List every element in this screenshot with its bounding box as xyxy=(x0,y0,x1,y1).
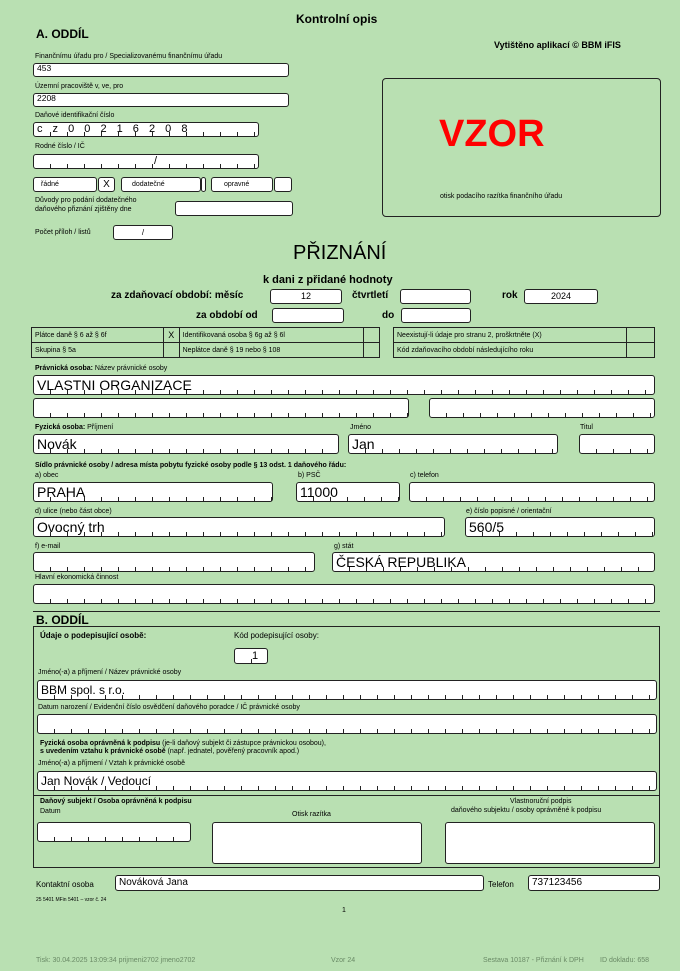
attachments-label: Počet příloh / listů xyxy=(35,229,91,236)
quarter-field[interactable] xyxy=(400,289,471,304)
doc-id: ID dokladu: 658 xyxy=(600,957,650,964)
legal-name-field[interactable] xyxy=(33,375,655,395)
country-field[interactable] xyxy=(332,552,655,572)
year-value: 2024 xyxy=(550,291,572,301)
contact-phone-value: 737123456 xyxy=(532,877,583,888)
dic-value: c z 0 0 2 1 6 2 0 8 xyxy=(37,123,191,135)
year-field[interactable] xyxy=(524,289,598,304)
stamp-label: Otisk razítka xyxy=(292,811,331,818)
legal-name-value: VLASTNI ORGANIZACE xyxy=(37,377,192,393)
type-regular-box xyxy=(33,177,97,192)
period-month-value: 12 xyxy=(300,291,311,301)
signature-label-1: Vlastnoruční podpis xyxy=(510,798,572,805)
birth-field[interactable] xyxy=(37,714,657,734)
type-regular-label: řádné xyxy=(41,181,59,188)
section-a-heading: A. ODDÍL xyxy=(36,27,89,41)
street-label: d) ulice (nebo část obce) xyxy=(35,508,112,515)
type-corrective-label: opravné xyxy=(224,181,250,188)
country-label: g) stát xyxy=(334,543,354,550)
legal-name-field-3[interactable] xyxy=(429,398,655,418)
year-label: rok xyxy=(502,290,518,301)
country-value: ČESKÁ REPUBLIKA xyxy=(336,554,466,570)
type-corrective-box xyxy=(211,177,273,192)
type-corrective-checkbox[interactable] xyxy=(274,177,292,192)
city-label: a) obec xyxy=(35,472,59,479)
next-period-label: Kód zdaňovacího období následujícího roku xyxy=(394,343,627,358)
office-value: 453 xyxy=(37,63,52,73)
nonpayer-checkbox[interactable] xyxy=(364,343,380,358)
zip-field[interactable] xyxy=(296,482,400,502)
first-name-label: Jméno xyxy=(350,424,372,431)
signer-name-value: BBM spol. s r.o. xyxy=(41,683,126,697)
signature-area-rule xyxy=(33,795,660,796)
birth-label: Datum narození / Evidenční číslo osvědčení daňového poradce / IČ právnické osoby xyxy=(38,704,300,711)
report-info: Sestava 10187 - Přiznání k DPH xyxy=(483,957,584,964)
zip-value: 11000 xyxy=(300,484,338,500)
number-value: 560/5 xyxy=(469,519,505,535)
signer-info-label: Údaje o podepisující osobě: xyxy=(40,631,147,640)
attachments-value: / xyxy=(141,228,145,237)
sample-footer: Vzor 24 xyxy=(331,957,356,964)
type-regular-checkbox[interactable] xyxy=(98,177,115,192)
signer-code-field[interactable] xyxy=(234,648,268,664)
surname-field[interactable] xyxy=(33,434,339,454)
contact-person-field[interactable] xyxy=(115,875,484,891)
group-label: Skupina § 5a xyxy=(32,343,164,358)
office-label: Finančnímu úřadu pro / Specializovanému finančnímu úřadu xyxy=(35,53,223,60)
activity-field[interactable] xyxy=(33,584,655,604)
reasons-label-2: daňového přiznání zjištěny dne xyxy=(35,206,132,213)
workplace-field[interactable] xyxy=(33,93,289,107)
section-b-divider xyxy=(33,795,34,868)
title-field[interactable] xyxy=(579,434,655,454)
identified-label: Identifikovaná osoba § 6g až § 6l xyxy=(179,328,364,343)
no-data-label: Neexistují-li údaje pro stranu 2, proškrtněte (X) xyxy=(394,328,627,343)
title-label: Titul xyxy=(580,424,593,431)
period-month-label: za zdaňovací období: měsíc xyxy=(111,290,244,301)
street-field[interactable] xyxy=(33,517,445,537)
relation-label: Jméno(-a) a příjmení / Vztah k právnické osobě xyxy=(38,760,186,767)
signer-code-label: Kód podepisující osoby: xyxy=(234,631,319,640)
document-title: Kontrolní opis xyxy=(296,12,378,26)
stamp-sample: VZOR xyxy=(439,113,545,155)
number-field[interactable] xyxy=(465,517,655,537)
contact-phone-field[interactable] xyxy=(528,875,660,891)
first-name-value: Jan xyxy=(352,436,375,452)
section-b-rule xyxy=(33,611,660,612)
zip-label: b) PSČ xyxy=(298,472,321,479)
period-month-field[interactable] xyxy=(270,289,342,304)
period-from-field[interactable] xyxy=(272,308,344,323)
relation-value: Jan Novák / Vedoucí xyxy=(41,774,152,788)
city-value: PRAHA xyxy=(37,484,86,500)
authorized-line-2: s uvedením vztahu k právnické osobě (např. jednatel, pověřený pracovník apod.) xyxy=(40,748,300,755)
contact-person-value: Nováková Jana xyxy=(119,877,188,888)
contact-phone-label: Telefon xyxy=(488,880,514,889)
number-label: e) číslo popisné / orientační xyxy=(466,508,552,515)
type-additional-checkbox[interactable] xyxy=(201,177,206,192)
no-data-checkbox[interactable] xyxy=(627,328,655,343)
period-to-label: do xyxy=(382,310,395,321)
dic-field[interactable] xyxy=(33,122,259,137)
print-info: Tisk: 30.04.2025 13:09:34 prijmeni2702 jmeno2702 xyxy=(36,957,196,964)
stamp-box xyxy=(382,78,661,217)
period-to-field[interactable] xyxy=(401,308,471,323)
workplace-label: Územní pracoviště v, ve, pro xyxy=(35,83,124,90)
legal-person-label: Právnická osoba: Název právnické osoby xyxy=(35,365,168,372)
reasons-label-1: Důvody pro podání dodatečného xyxy=(35,197,137,204)
signer-name-field[interactable] xyxy=(37,680,657,700)
reasons-date-field[interactable] xyxy=(175,201,293,216)
group-checkbox[interactable] xyxy=(163,343,179,358)
type-regular-mark: X xyxy=(103,179,110,190)
extra-grid xyxy=(393,327,655,358)
signature-label-2: daňového subjektu / osoby oprávněné k podpisu xyxy=(451,807,602,814)
next-period-field[interactable] xyxy=(627,343,655,358)
type-additional-box xyxy=(121,177,201,192)
legal-name-field-2[interactable] xyxy=(33,398,409,418)
signer-name-label: Jméno(-a) a příjmení / Název právnické osoby xyxy=(38,669,182,676)
activity-label: Hlavní ekonomická činnost xyxy=(35,574,119,581)
rc-label: Rodné číslo / IČ xyxy=(35,143,85,150)
natural-person-label: Fyzická osoba: Příjmení xyxy=(35,424,114,431)
identified-checkbox[interactable] xyxy=(364,328,380,343)
city-field[interactable] xyxy=(33,482,273,502)
payer-status-grid xyxy=(31,327,380,358)
declaration-subtitle: k dani z přidané hodnoty xyxy=(263,274,393,286)
email-field[interactable] xyxy=(33,552,315,572)
rc-value: / xyxy=(154,155,161,167)
stamp-area xyxy=(212,822,422,864)
section-b-heading: B. ODDÍL xyxy=(36,613,89,627)
payer-checkbox[interactable]: X xyxy=(163,328,179,343)
type-additional-label: dodatečné xyxy=(132,181,165,188)
signature-area[interactable] xyxy=(445,822,655,864)
authorized-line-1: Fyzická osoba oprávněná k podpisu (je-li daňový subjekt či zástupce právnickou osobou), xyxy=(40,740,326,747)
payer-label: Plátce daně § 6 až § 6f xyxy=(32,328,164,343)
declaration-title: PŘIZNÁNÍ xyxy=(293,242,387,264)
printed-by: Vytištěno aplikací © BBM iFIS xyxy=(494,40,621,50)
dic-label: Daňové identifikační číslo xyxy=(35,112,115,119)
email-label: f) e-mail xyxy=(35,543,61,550)
attachments-field[interactable] xyxy=(113,225,173,240)
relation-field[interactable] xyxy=(37,771,657,791)
subject-label: Daňový subjekt / Osoba oprávněná k podpisu xyxy=(40,798,192,805)
rc-field[interactable] xyxy=(33,154,259,169)
signer-code-value: 1 xyxy=(252,650,262,662)
office-field[interactable] xyxy=(33,63,289,77)
surname-value: Novák xyxy=(37,436,77,452)
nonpayer-label: Neplátce daně § 19 nebo § 108 xyxy=(179,343,364,358)
address-heading: Sídlo právnické osoby / adresa místa pobytu fyzické osoby podle § 13 odst. 1 daňového řádu: xyxy=(35,462,347,469)
page-number: 1 xyxy=(342,907,346,914)
date-field[interactable] xyxy=(37,822,191,842)
contact-person-label: Kontaktní osoba xyxy=(36,880,94,889)
date-label: Datum xyxy=(40,808,61,815)
workplace-value: 2208 xyxy=(37,93,56,103)
period-from-label: za období od xyxy=(196,310,258,321)
stamp-caption: otisk podacího razítka finančního úřadu xyxy=(440,193,563,200)
quarter-label: čtvrtletí xyxy=(352,290,389,301)
phone-label: c) telefon xyxy=(410,472,439,479)
form-code: 25 5401 MFin 5401 – vzor č. 24 xyxy=(36,897,107,903)
first-name-field[interactable] xyxy=(348,434,558,454)
phone-field[interactable] xyxy=(409,482,655,502)
street-value: Ovocný trh xyxy=(37,519,105,535)
